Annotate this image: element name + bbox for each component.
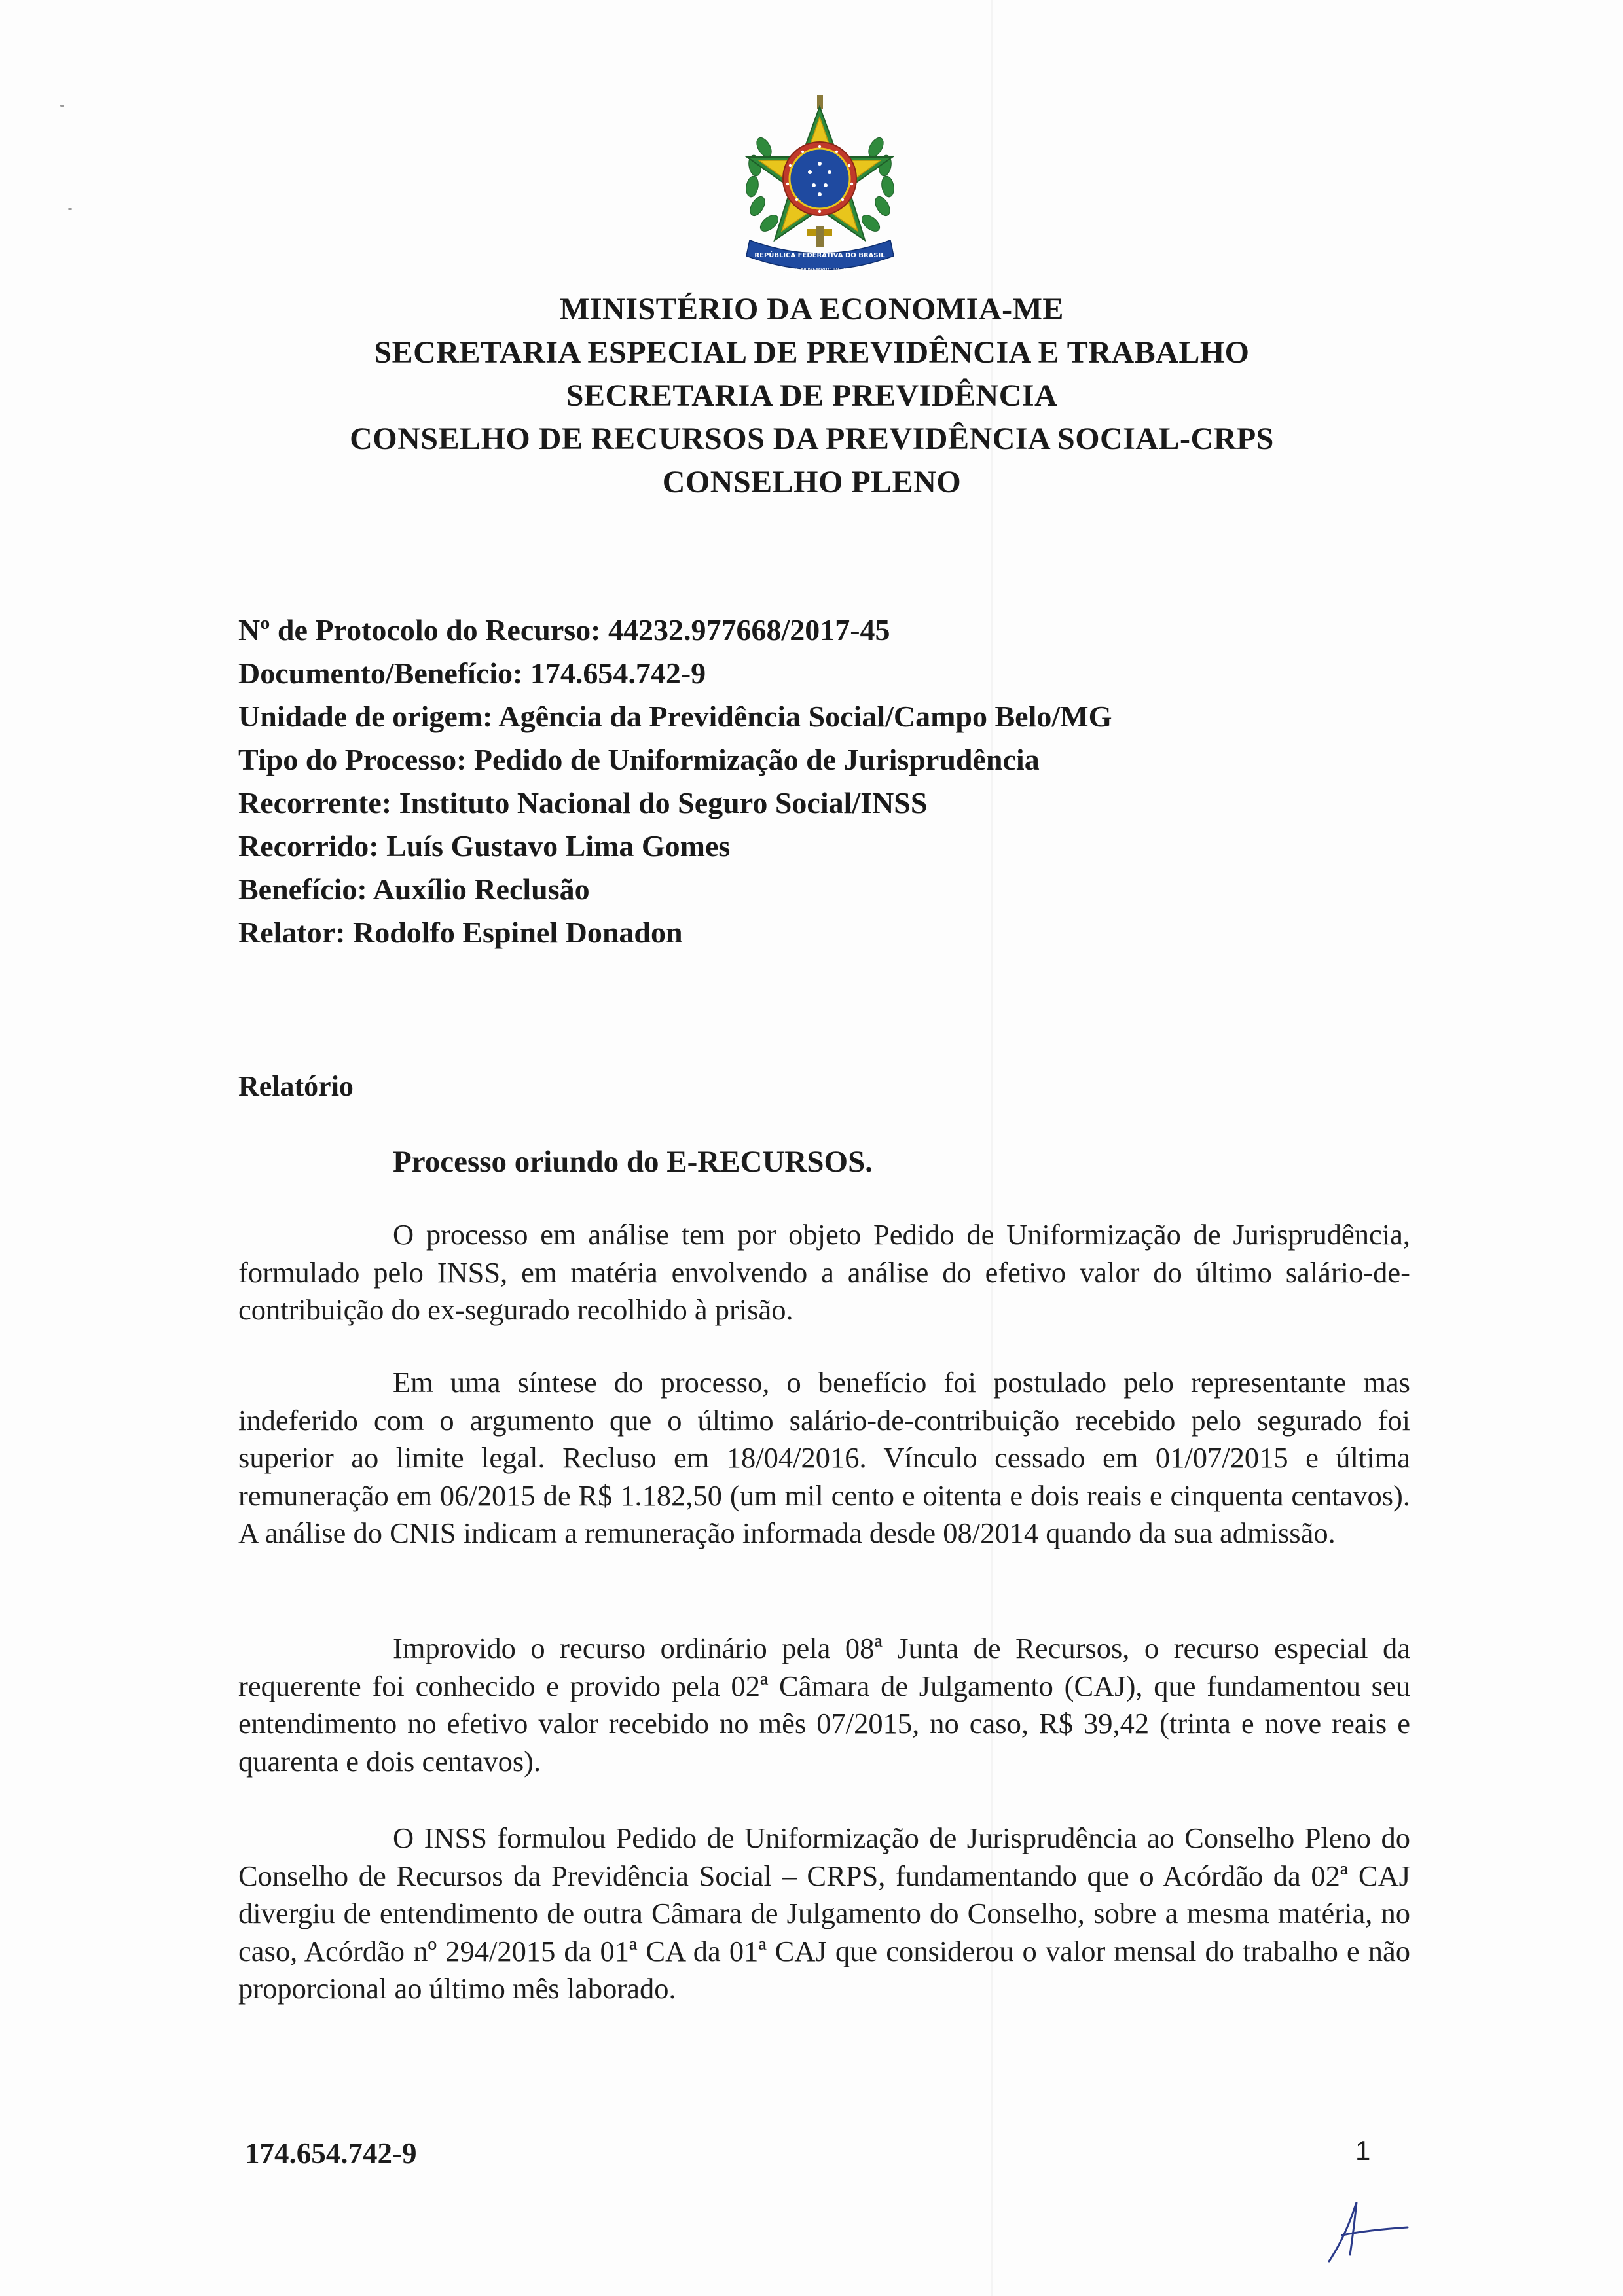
paragraph-3-text: Improvido o recurso ordinário pela 08ª Junta de Recursos, o recurso especial da requerente foi conhecido e provido pela 02ª Câmara de Julgamento (CAJ), que fundamentou seu entendimento no efetivo valor recebido no mês 07/2015, no caso, R$ 39,42 (trinta e nove reais e quarenta e dois centavos). bbox=[238, 1632, 1410, 1778]
paragraph-4-text: O INSS formulou Pedido de Uniformização de Jurisprudência ao Conselho Pleno do Conselho de Recursos da Previdência Social – CRPS, fundamentando que o Acórdão da 02ª CAJ divergiu de entendimento de outra Câmara de Julgamento do Conselho, sobre a mesma matéria, no caso, Acórdão nº 294/2015 da 01ª CA da 01ª CAJ que considerou o valor mensal do trabalho e não proporcional ao último mês laborado. bbox=[238, 1821, 1410, 2005]
process-metadata bbox=[238, 609, 1417, 954]
footer-document-number: 174.654.742-9 bbox=[245, 2137, 417, 2170]
header-line-secretariat-special: SECRETARIA ESPECIAL DE PREVIDÊNCIA E TRABALHO bbox=[374, 335, 1250, 370]
paragraph-2 bbox=[238, 1364, 1410, 1552]
metadata-recorrido: Recorrido: Luís Gustavo Lima Gomes bbox=[238, 829, 731, 863]
section-subtitle: Processo oriundo do E-RECURSOS. bbox=[393, 1145, 873, 1179]
header-line-plenary: CONSELHO PLENO bbox=[662, 465, 962, 499]
metadata-recorrente: Recorrente: Instituto Nacional do Seguro Social/INSS bbox=[238, 786, 928, 819]
handwritten-initials-icon bbox=[1316, 2189, 1414, 2268]
paragraph-1 bbox=[238, 1216, 1410, 1329]
scan-speck bbox=[60, 105, 64, 107]
document-header bbox=[236, 288, 1388, 504]
svg-text:15 DE NOVEMBRO DE 1889: 15 DE NOVEMBRO DE 1889 bbox=[783, 267, 856, 273]
brazil-coat-of-arms-icon bbox=[730, 95, 910, 285]
header-line-ministry: MINISTÉRIO DA ECONOMIA-ME bbox=[560, 292, 1064, 327]
scan-speck bbox=[68, 208, 72, 210]
header-line-secretariat: SECRETARIA DE PREVIDÊNCIA bbox=[566, 378, 1058, 413]
metadata-relator: Relator: Rodolfo Espinel Donadon bbox=[238, 916, 683, 949]
header-line-council: CONSELHO DE RECURSOS DA PREVIDÊNCIA SOCIAL-CRPS bbox=[350, 422, 1274, 456]
metadata-beneficio: Benefício: Auxílio Reclusão bbox=[238, 872, 590, 906]
metadata-tipo: Tipo do Processo: Pedido de Uniformização de Jurisprudência bbox=[238, 743, 1040, 776]
paragraph-3 bbox=[238, 1630, 1410, 1780]
paragraph-2-text: Em uma síntese do processo, o benefício foi postulado pelo representante mas indeferido com o argumento que o último salário-de-contribuição recebido pelo segurado foi superior ao limite legal. Recluso em 18/04/2016. Vínculo cessado em 01/07/2015 e última remuneração em 06/2015 de R$ 1.182,50 (um mil cento e oitenta e dois reais e cinquenta centavos). A análise do CNIS indicam a remuneração informada desde 08/2014 quando da sua admissão. bbox=[238, 1366, 1410, 1549]
metadata-protocolo: Nº de Protocolo do Recurso: 44232.977668/2017-45 bbox=[238, 613, 890, 647]
metadata-documento: Documento/Benefício: 174.654.742-9 bbox=[238, 656, 706, 690]
metadata-unidade: Unidade de origem: Agência da Previdência Social/Campo Belo/MG bbox=[238, 700, 1112, 733]
section-title: Relatório bbox=[238, 1070, 354, 1102]
page-number: 1 bbox=[1355, 2135, 1371, 2166]
svg-text:REPÚBLICA FEDERATIVA DO BRASIL: REPÚBLICA FEDERATIVA DO BRASIL bbox=[754, 252, 885, 259]
paragraph-4 bbox=[238, 1820, 1410, 2008]
paragraph-1-text: O processo em análise tem por objeto Pedido de Uniformização de Jurisprudência, formulado pelo INSS, em matéria envolvendo a análise do efetivo valor do último salário-de-contribuição do ex-segurado recolhido à prisão. bbox=[238, 1218, 1410, 1326]
